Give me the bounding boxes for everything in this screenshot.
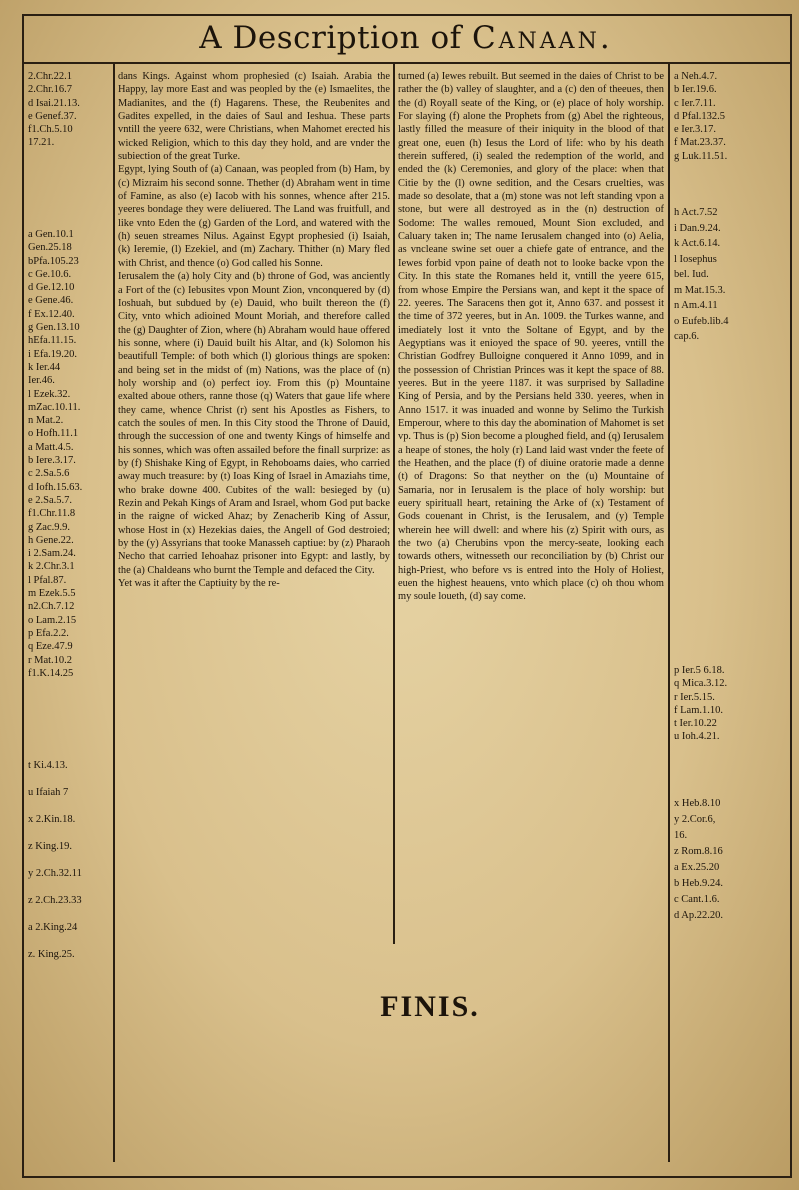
margin-note: g Luk.11.51. — [674, 150, 728, 162]
margin-note: f Ex.12.40. — [28, 308, 75, 320]
right-margin-rule — [668, 64, 670, 1162]
margin-note: bPfa.105.23 — [28, 255, 79, 267]
margin-note: b Iere.3.17. — [28, 455, 76, 467]
margin-note: q Eze.47.9 — [28, 641, 73, 653]
title-prefix: A Description of — [199, 20, 472, 56]
finis-label: FINIS. — [380, 990, 480, 1023]
paragraph: Ierusalem the (a) holy City and (b) throne of God, was anciently a Fort of the (c) Iebusites vpon Mount Zion, vnconquered by (d) Ioshuah, but subdued by (e) Dauid, who built thereon the (f) City, vnto which adioined Mount Moriah, and therefore called the (g) Daughter of Zion, where (h) Abraham would haue offered his sonne, where (i) Dauid built his Altar, and (k) Solomon his beautifull Temple: of both which (l) glorious things are spoken: and being set in the midst of (m) Nations, was the place of (n) holy worship and (o) perfect ioy. From this (p) Mountaine exalted aboue others, ranne those (q) Waters that gaue life where they came, whence Christ (r) sent his Apostles as Fishers, to catch the soules of men. In this City stood the Throne of Dauid, through the succession of one and twenty Kings of himselfe and his sonnes, which was often assailed before the finall surprize: as by (f) Shishake King of Egypt, in Rehoboams daies, who carried away much treasure: by (t) Ioas King of Israel in Amaziahs time, who brake downe 400. Cubites of the wall: besieged by (u) Rezin and Pekah Kings of Aram and Israel, whom God put backe in the raigne of wicked Ahaz; by Zenacherib King of Assur, whose Host in (x) Hezekias daies, the Angell of God destroied; by the (y) Assyrians that tooke Manasseh captiue: by (z) Pharaoh Necho that carried Iehoahaz prisoner into Egypt: and lastly, by the (a) Chaldeans who burnt the Temple and defaced the City. — [118, 271, 390, 576]
margin-note: z 2.Ch.23.33 — [28, 895, 82, 906]
margin-note: p Ier.5 6.18. — [674, 665, 725, 676]
column-divider — [393, 64, 395, 944]
column-right — [398, 70, 664, 950]
margin-note: f Mat.23.37. — [674, 137, 726, 149]
header-rule — [22, 62, 790, 64]
right-notes-middle — [674, 205, 784, 345]
margin-note: a Ex.25.20 — [674, 862, 720, 873]
margin-note: x 2.Kin.18. — [28, 814, 76, 825]
margin-note: c Cant.1.6. — [674, 894, 720, 905]
page-title — [22, 18, 790, 58]
margin-note: g Gen.13.10 — [28, 322, 80, 334]
margin-note: h Gene.22. — [28, 534, 74, 546]
margin-note: p Efa.2.2. — [28, 627, 69, 639]
margin-note: g Zac.9.9. — [28, 521, 70, 533]
margin-note: m Mat.15.3. — [674, 284, 726, 296]
margin-note: d Ge.12.10 — [28, 282, 75, 294]
margin-note: f1.Chr.11.8 — [28, 508, 76, 520]
margin-note: a Neh.4.7. — [674, 71, 718, 82]
margin-note: d Isai.21.13. — [28, 97, 80, 109]
margin-note: l Pfal.87. — [28, 574, 67, 586]
paragraph: turned (a) Iewes rebuilt. But seemed in the daies of Christ to be rather the (b) valley of slaughter, and a (c) den of theeues, then the (d) Royall seate of the King, or (e) place of holy worship. For slaying (f) alone the Prophets from (g) Abel the righteous, lastly filled the measure of their iniquity in the blood of that great one, euen (h) Iesus the Lord of life: who by his death therein suffered, (i) sealed the redemption of the world, and ended the (k) Ceremonies, and glory of the place: when that Citie by the (l) owne sedition, and the Cesars cruelties, was made so desolate, that a (m) stone was not left standing vpon a stone, but were all destroyed as in the (n) destruction of Sodome: The walles remoued, Mount Sion excluded, and Caluary taken in; The name Ierusalem changed into (o) Aelia, as vncleane swine set ouer a chiefe gate of entrance, and the Iewes forbid vpon paine of death not to looke backe vpon the City. In this state the Romanes held it, vntill the yeere 615, from whose Empire the Persians wan, and kept it the space of 22. yeeres. The Saracens then got it, Anno 637. and possest it the time of 372 yeeres, but in An. 1009. the Turkes wanne, and imediately lost it vnto the Soltane of Egypt, and by the Aegyptians was it enioyed the space of 90. yeeres, vntill the Christian Godfrey Bulloigne conquered it Anno 1099, and in the possession of Christian Princes was it kept the space of 88. yeeres. But in the yeere 1187. it was surprised by Salladine King of Persia, and by the Persians held 330. yeeres, when in Anno 1517. it was inuaded and wonne by Selimo the Turkish Emperour, where to this day the abomination of Mahomet is set vp. Thus is (p) Sion become a ploughed field, and (q) Ierusalem a heape of stones, the holy (r) Land laid wast vnder the feete of the Heathen, and the place (f) of diuine oratorie made a denne (t) of Dragons: So that neyther on the (u) Mountaine of Samaria, nor in Ierusalem is the place of holy worship: but euery spirituall heart, retaining the Arke of (x) Testament of Gods couenant in Christ, is the Ierusalem, and (y) Temple wherein hee will dwell: and where his (z) Spirit with ours, as the two (a) Cherubins vpon the mercy-seate, looking each towards others, witnesseth our reconciliation by (b) Christ our high-Priest, who before vs is entred into the Holy of Holiest, euen the highest heauens, vnto which place (c) oh thou whom my soule loueth, (d) say come. — [398, 71, 664, 603]
margin-note: d Iofh.15.63. — [28, 481, 83, 493]
margin-note: 2.Chr.16.7 — [28, 84, 73, 96]
margin-note: f1.Ch.5.10 — [28, 124, 73, 136]
margin-note: 2.Chr.22.1 — [28, 71, 73, 82]
paragraph: Yet was it after the Captiuity by the re- — [118, 578, 280, 590]
left-notes-top — [28, 70, 112, 150]
margin-note: z Rom.8.16 — [674, 846, 723, 857]
margin-note: y 2.Ch.32.11 — [28, 868, 82, 879]
left-margin-rule — [113, 64, 115, 1162]
margin-note: f1.K.14.25 — [28, 667, 74, 679]
margin-note: r Ier.5.15. — [674, 691, 715, 703]
margin-note: 17.21. — [28, 137, 55, 149]
margin-note: o Hofh.11.1 — [28, 428, 79, 440]
margin-note: m Ezek.5.5 — [28, 588, 76, 600]
margin-note: n Am.4.11 — [674, 300, 718, 311]
margin-note: f Lam.1.10. — [674, 704, 723, 716]
margin-note: b Heb.9.24. — [674, 878, 723, 889]
title-name: Canaan. — [471, 20, 613, 56]
margin-note: e Ier.3.17. — [674, 124, 716, 136]
margin-note: d Ap.22.20. — [674, 910, 724, 921]
margin-note: t Ki.4.13. — [28, 760, 68, 771]
margin-note: c Ier.7.11. — [674, 97, 716, 109]
paragraph: dans Kings. Against whom prophesied (c) Isaiah. Arabia the Happy, lay more East and was peopled by the (e) Ismaelites, the Madianites, and the (f) Hagarens. These, the Reubenites and Gadites expelled, in the daies of Saul and Ieshua. These parts vntill the yeere 632, were Christians, when Mahomet erected his wicked Religion, which to this day they hold, and are vnder the subiection of the great Turke. — [118, 71, 390, 163]
margin-note: d Pfal.132.5 — [674, 110, 726, 122]
margin-note: e Gene.46. — [28, 295, 74, 307]
margin-note: u Ifaiah 7 — [28, 787, 69, 798]
right-notes-top — [674, 70, 784, 163]
margin-note: k Ier.44 — [28, 361, 61, 373]
margin-note: q Mica.3.12. — [674, 678, 728, 690]
margin-note: Ier.46. — [28, 375, 55, 387]
margin-note: i Efa.19.20. — [28, 348, 77, 360]
margin-note: n2.Ch.7.12 — [28, 601, 75, 613]
margin-note: u Ioh.4.21. — [674, 731, 720, 743]
column-left — [118, 70, 390, 950]
margin-note: bel. Iud. — [674, 269, 709, 280]
paragraph: Egypt, lying South of (a) Canaan, was peopled from (b) Ham, by (c) Mizraim his second sonne. Thether (d) Abraham went in time of Famine, as also (e) Iacob with his sonnes, whence after 215. yeeres bondage they were deliuered. The Land was fruitfull, and like vnto Eden the (g) Garden of the Lord, and watered with the (h) seuen streames Nilus. Against Egypt prophesied (i) Isaiah, (k) Ieremie, (l) Ezekiel, and (m) Zachary. Thither (n) Mary fled with Christ, and thence (o) God called his Sonne. — [118, 164, 390, 269]
margin-note: e 2.Sa.5.7. — [28, 494, 73, 506]
margin-note: cap.6. — [674, 331, 700, 342]
margin-note: z King.19. — [28, 841, 73, 852]
right-notes-bottom — [674, 796, 784, 924]
margin-note: o Lam.2.15 — [28, 614, 77, 626]
margin-note: 16. — [674, 830, 688, 841]
margin-note: l Iosephus — [674, 253, 717, 265]
margin-note: l Ezek.32. — [28, 388, 71, 400]
margin-note: i 2.Sam.24. — [28, 548, 76, 560]
right-notes-lower — [674, 664, 784, 744]
margin-note: c 2.Sa.5.6 — [28, 468, 70, 480]
margin-note: n Mat.2. — [28, 415, 64, 427]
margin-note: e Genef.37. — [28, 110, 77, 122]
margin-note: x Heb.8.10 — [674, 798, 721, 809]
margin-note: y 2.Cor.6, — [674, 814, 716, 825]
margin-note: r Mat.10.2 — [28, 654, 73, 666]
margin-note: h Act.7.52 — [674, 207, 718, 218]
margin-note: o Eufeb.lib.4 — [674, 315, 729, 327]
left-notes-lower — [28, 752, 112, 968]
margin-note: i Dan.9.24. — [674, 222, 721, 234]
margin-note: b Ier.19.6. — [674, 84, 717, 96]
margin-note: hEfa.11.15. — [28, 335, 77, 347]
margin-note: a Gen.10.1 — [28, 229, 74, 240]
left-notes-middle — [28, 228, 112, 680]
margin-note: t Ier.10.22 — [674, 718, 717, 730]
margin-note: mZac.10.11. — [28, 401, 81, 413]
margin-note: k Act.6.14. — [674, 238, 721, 249]
margin-note: Gen.25.18 — [28, 242, 72, 254]
margin-note: a 2.King.24 — [28, 922, 78, 933]
margin-note: c Ge.10.6. — [28, 268, 72, 280]
margin-note: k 2.Chr.3.1 — [28, 561, 75, 573]
margin-note: a Matt.4.5. — [28, 441, 74, 453]
margin-note: z. King.25. — [28, 949, 75, 960]
